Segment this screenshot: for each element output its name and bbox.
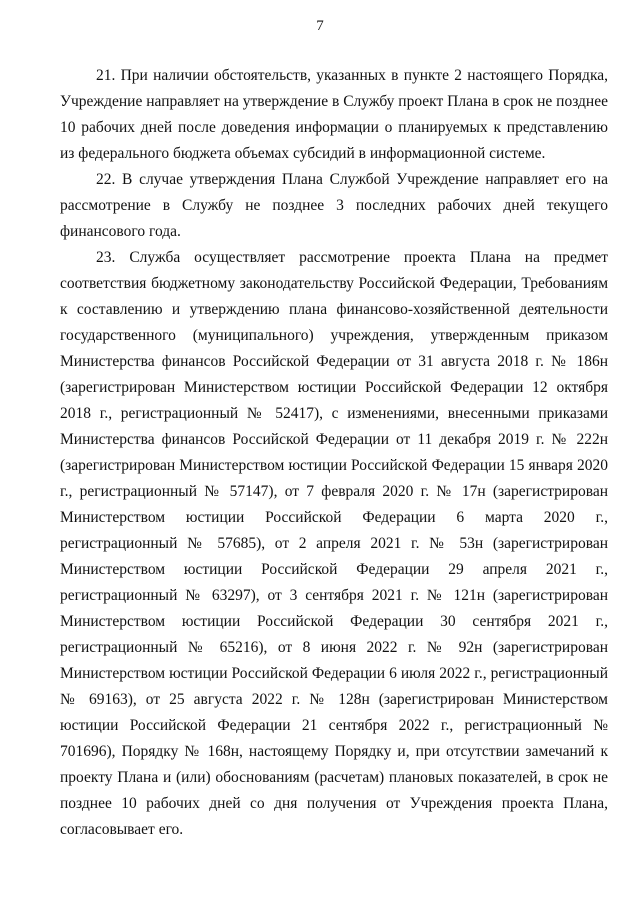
page-number: 7 <box>316 18 324 34</box>
document-body <box>60 63 608 843</box>
paragraph-23: 23. Служба осуществляет рассмотрение проекта Плана на предмет соответствия бюджетному законодательству Российской Федерации, Требованиям к составлению и утверждению плана финансово-хозяйственной деятельности государственного (муниципального) учреждения, утвержденным приказом Министерства финансов Российской Федерации от 31 августа 2018 г. № 186н (зарегистрирован Министерством юстиции Российской Федерации 12 октября 2018 г., регистрационный № 52417), с изменениями, внесенными приказами Министерства финансов Российской Федерации от 11 декабря 2019 г. № 222н (зарегистрирован Министерством юстиции Российской Федерации 15 января 2020 г., регистрационный № 57147), от 7 февраля 2020 г. № 17н (зарегистрирован Министерством юстиции Российской Федерации 6 марта 2020 г., регистрационный № 57685), от 2 апреля 2021 г. № 53н (зарегистрирован Министерством юстиции Российской Федерации 29 апреля 2021 г., регистрационный № 63297), от 3 сентября 2021 г. № 121н (зарегистрирован Министерством юстиции Российской Федерации 30 сентября 2021 г., регистрационный № 65216), от 8 июня 2022 г. № 92н (зарегистрирован Министерством юстиции Российской Федерации 6 июля 2022 г., регистрационный № 69163), от 25 августа 2022 г. № 128н (зарегистрирован Министерством юстиции Российской Федерации 21 сентября 2022 г., регистрационный № 701696), Порядку № 168н, настоящему Порядку и, при отсутствии замечаний к проекту Плана и (или) обоснованиям (расчетам) плановых показателей, в срок не позднее 10 рабочих дней со дня получения от Учреждения проекта Плана, согласовывает его. <box>60 249 608 838</box>
paragraph-21: 21. При наличии обстоятельств, указанных в пункте 2 настоящего Порядка, Учреждение направляет на утверждение в Службу проект Плана в срок не позднее 10 рабочих дней после доведения информации о планируемых к представлению из федерального бюджета объемах субсидий в информационной системе. <box>60 67 608 162</box>
paragraph-22: 22. В случае утверждения Плана Службой Учреждение направляет его на рассмотрение в Службу не позднее 3 последних рабочих дней текущего финансового года. <box>60 171 608 240</box>
